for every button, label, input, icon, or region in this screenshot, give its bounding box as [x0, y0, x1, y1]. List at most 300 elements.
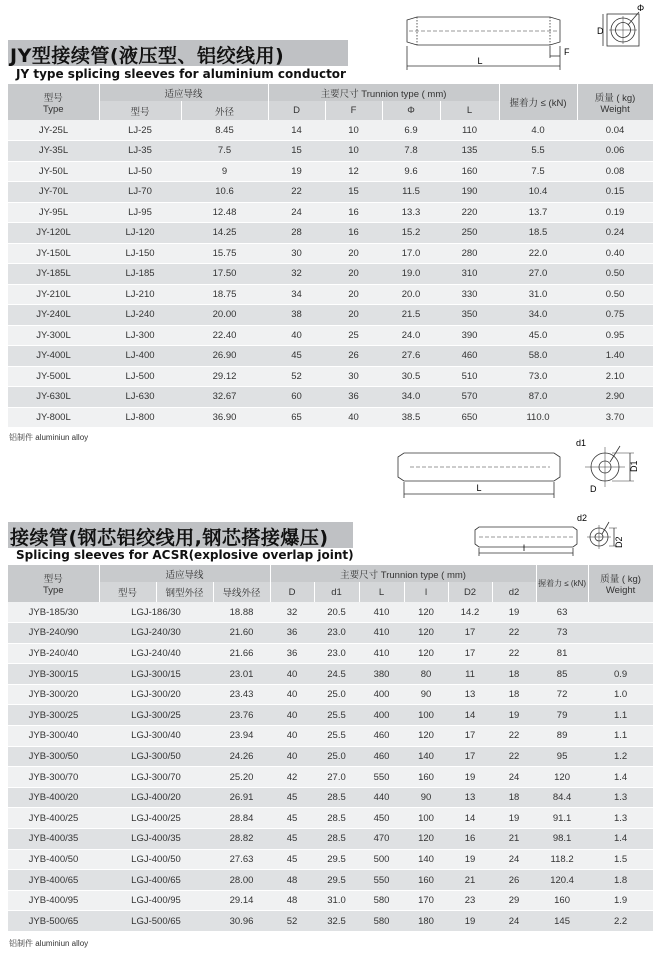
explosive-sleeve-drawing	[465, 510, 661, 560]
table-cell: 24.26	[213, 746, 270, 767]
table-cell: 9	[181, 161, 268, 182]
table-cell: 52	[270, 911, 314, 932]
table-cell: 25.5	[314, 726, 359, 747]
table-cell: 48	[270, 870, 314, 891]
jyb-spec-table	[8, 565, 654, 932]
table-cell: 24	[492, 849, 536, 870]
table-cell: 42	[270, 767, 314, 788]
table-cell: 20	[325, 305, 382, 326]
table-cell: 14	[448, 705, 492, 726]
table-cell: JY-50L	[8, 161, 99, 182]
header2-conductor-od: 导线外径	[213, 582, 270, 602]
table-cell: 91.1	[536, 808, 588, 829]
table-cell: 580	[359, 911, 404, 932]
table-cell: JYB-400/20	[8, 787, 99, 808]
table-cell: JYB-400/25	[8, 808, 99, 829]
table-cell: 29.5	[314, 870, 359, 891]
table-cell: JYB-400/50	[8, 849, 99, 870]
table-cell: 410	[359, 602, 404, 623]
table-cell: 160	[404, 870, 448, 891]
table-cell: 460	[440, 346, 499, 367]
table-cell: 21	[448, 870, 492, 891]
table-cell: JYB-500/65	[8, 911, 99, 932]
table-cell: 12.48	[181, 202, 268, 223]
table-cell: 550	[359, 870, 404, 891]
table-cell: 24	[492, 767, 536, 788]
table-row	[8, 366, 653, 387]
table-cell: 23.94	[213, 726, 270, 747]
table-cell: 14	[268, 120, 325, 141]
table-cell: 24.5	[314, 664, 359, 685]
table-cell: 310	[440, 264, 499, 285]
table-cell: 1.1	[588, 726, 653, 747]
table-cell: 17.50	[181, 264, 268, 285]
table-cell: 27.0	[499, 264, 577, 285]
table-cell: 36.90	[181, 407, 268, 428]
table-cell: 440	[359, 787, 404, 808]
table-cell: 23.76	[213, 705, 270, 726]
table-row	[8, 243, 653, 264]
table-cell: 120.4	[536, 870, 588, 891]
table-cell: 2.90	[577, 387, 653, 408]
table-row	[8, 346, 653, 367]
table-cell: 19.0	[382, 264, 440, 285]
drawing-f-label: F	[564, 47, 570, 57]
table-cell: 15.75	[181, 243, 268, 264]
table-cell: 145	[536, 911, 588, 932]
table-row	[8, 602, 653, 623]
table-cell: 0.08	[577, 161, 653, 182]
table-row	[8, 643, 653, 664]
drawing-mid-d-label: D	[590, 484, 597, 494]
table-cell: 160	[536, 890, 588, 911]
table-cell: 550	[359, 767, 404, 788]
table-row	[8, 705, 653, 726]
header2-d1: d1	[314, 582, 359, 602]
table-cell: 4.0	[499, 120, 577, 141]
table-cell: 23.0	[314, 643, 359, 664]
table-cell: 31.0	[499, 284, 577, 305]
table-cell: 1.3	[588, 787, 653, 808]
table-cell: 110	[440, 120, 499, 141]
table-cell: 21.60	[213, 623, 270, 644]
table-row	[8, 746, 653, 767]
table-cell: 23.43	[213, 684, 270, 705]
jy-spec-table	[8, 84, 654, 428]
table-row	[8, 305, 653, 326]
table-cell: JY-300L	[8, 325, 99, 346]
table-row	[8, 623, 653, 644]
table-cell: 32.67	[181, 387, 268, 408]
section1-title-cn: JY型接续管(液压型、铝绞线用)	[10, 45, 285, 67]
table-cell: LJ-95	[99, 202, 181, 223]
table-cell: LGJ-240/30	[99, 623, 213, 644]
table-cell: 36	[325, 387, 382, 408]
table-cell: 73.0	[499, 366, 577, 387]
table-cell: 28.5	[314, 829, 359, 850]
acsr-sleeve-drawing	[380, 432, 650, 507]
table-cell: 89	[536, 726, 588, 747]
table-cell: JY-240L	[8, 305, 99, 326]
table-cell: 79	[536, 705, 588, 726]
table-cell: 31.0	[314, 890, 359, 911]
header2-steel-od: 钢型外径	[156, 582, 213, 602]
table-cell: 40	[270, 726, 314, 747]
table-cell: 18.75	[181, 284, 268, 305]
table-cell: 30	[268, 243, 325, 264]
table-cell: 27.0	[314, 767, 359, 788]
table-cell: LGJ-300/25	[99, 705, 213, 726]
table-cell: 29.14	[213, 890, 270, 911]
header-phi: Φ	[382, 101, 440, 120]
table-cell: 38	[268, 305, 325, 326]
table-cell: 19	[492, 602, 536, 623]
table-cell: 120	[404, 623, 448, 644]
table-cell: 28.5	[314, 808, 359, 829]
table-cell: LGJ-300/20	[99, 684, 213, 705]
table-cell: 8.45	[181, 120, 268, 141]
table-row	[8, 223, 653, 244]
table-row	[8, 849, 653, 870]
table-cell: 3.70	[577, 407, 653, 428]
table-cell: 650	[440, 407, 499, 428]
table-cell: 20.0	[382, 284, 440, 305]
table-cell: 190	[440, 182, 499, 203]
table-cell: 14.25	[181, 223, 268, 244]
table-row	[8, 120, 653, 141]
table-cell: 220	[440, 202, 499, 223]
table-cell: 380	[359, 664, 404, 685]
table-cell	[588, 643, 653, 664]
table-cell: 410	[359, 623, 404, 644]
table-row	[8, 325, 653, 346]
table-cell: 95	[536, 746, 588, 767]
table-cell: 1.3	[588, 808, 653, 829]
table-cell: 30	[325, 366, 382, 387]
header-f: F	[325, 101, 382, 120]
header-l: L	[440, 101, 499, 120]
table-cell: 81	[536, 643, 588, 664]
table-cell: JYB-400/65	[8, 870, 99, 891]
table-cell: LJ-500	[99, 366, 181, 387]
table-cell: 85	[536, 664, 588, 685]
header-type: 型号 Type	[8, 84, 99, 120]
table-cell: 19	[448, 911, 492, 932]
table-cell: JY-800L	[8, 407, 99, 428]
table-cell: 22	[268, 182, 325, 203]
table-cell: JYB-300/40	[8, 726, 99, 747]
table-cell: JYB-240/90	[8, 623, 99, 644]
table-cell: 350	[440, 305, 499, 326]
table-row	[8, 284, 653, 305]
drawing-d2-label: d2	[577, 513, 588, 523]
table-row	[8, 664, 653, 685]
table-cell: JY-400L	[8, 346, 99, 367]
table-cell: 18.5	[499, 223, 577, 244]
table-cell: 1.8	[588, 870, 653, 891]
table-cell: 20	[325, 264, 382, 285]
table-cell: 45	[270, 849, 314, 870]
header2-l-lower: l	[404, 582, 448, 602]
table-cell: 0.06	[577, 141, 653, 162]
table-cell: 28.00	[213, 870, 270, 891]
table-cell: 12	[325, 161, 382, 182]
table-cell: 30.5	[382, 366, 440, 387]
table-cell: 24	[268, 202, 325, 223]
table-cell: 10.6	[181, 182, 268, 203]
table-cell: LGJ-400/35	[99, 829, 213, 850]
table-cell: 40	[270, 705, 314, 726]
table-cell: 45	[270, 808, 314, 829]
header2-conductor: 适应导线	[99, 565, 270, 582]
table-cell	[588, 602, 653, 623]
table-cell: 26.91	[213, 787, 270, 808]
table-cell: JYB-300/25	[8, 705, 99, 726]
table-cell: 45	[268, 346, 325, 367]
table-row	[8, 787, 653, 808]
table-cell: LJ-400	[99, 346, 181, 367]
header-d: D	[268, 101, 325, 120]
table-cell: JYB-300/20	[8, 684, 99, 705]
table-cell: 45.0	[499, 325, 577, 346]
table-cell: 0.75	[577, 305, 653, 326]
table-cell: 40	[325, 407, 382, 428]
table-cell: 32.5	[314, 911, 359, 932]
table-cell: 20.00	[181, 305, 268, 326]
table-cell: 0.40	[577, 243, 653, 264]
table-cell: 29.5	[314, 849, 359, 870]
table-cell: LGJ-400/65	[99, 870, 213, 891]
header2-grip: 握着力 ≤ (kN)	[536, 565, 588, 602]
table-cell: 400	[359, 684, 404, 705]
table-cell: JYB-185/30	[8, 602, 99, 623]
table-cell: LGJ-300/40	[99, 726, 213, 747]
table-cell: 20	[325, 243, 382, 264]
table-cell: LGJ-400/25	[99, 808, 213, 829]
table-cell: 19	[448, 849, 492, 870]
table-row	[8, 767, 653, 788]
table-cell: LGJ-400/95	[99, 890, 213, 911]
table-cell: 510	[440, 366, 499, 387]
table-row	[8, 407, 653, 428]
header2-weight: 质量 ( kg) Weight	[588, 565, 653, 602]
table-cell: 0.15	[577, 182, 653, 203]
table-cell: 24	[492, 911, 536, 932]
table-cell: 120	[404, 829, 448, 850]
table-cell: LJ-150	[99, 243, 181, 264]
table-cell: 34.0	[499, 305, 577, 326]
table-cell: 19	[492, 705, 536, 726]
table-cell: 25.5	[314, 705, 359, 726]
table-cell: JYB-400/35	[8, 829, 99, 850]
table-cell: 28	[268, 223, 325, 244]
table-cell: 23.01	[213, 664, 270, 685]
table-cell: JYB-240/40	[8, 643, 99, 664]
section1-title-en: JY type splicing sleeves for aluminium conductor	[16, 67, 346, 81]
table-cell: LGJ-300/50	[99, 746, 213, 767]
table-cell: 16	[448, 829, 492, 850]
table-cell: LJ-35	[99, 141, 181, 162]
table-cell: JY-150L	[8, 243, 99, 264]
table-cell: JY-35L	[8, 141, 99, 162]
table-cell: 17	[448, 643, 492, 664]
header-conductor-od: 外径	[181, 101, 268, 120]
table-cell: 34.0	[382, 387, 440, 408]
table-cell: 23.0	[314, 623, 359, 644]
table-cell: 52	[268, 366, 325, 387]
table-cell: 6.9	[382, 120, 440, 141]
section2-title-cn: 接续管(钢芯铝绞线用,钢芯搭接爆压)	[10, 527, 329, 549]
table-cell: 7.5	[181, 141, 268, 162]
table-cell: 60	[268, 387, 325, 408]
table-cell: JY-120L	[8, 223, 99, 244]
table-cell: JYB-300/70	[8, 767, 99, 788]
table-cell: 21.5	[382, 305, 440, 326]
table-cell: LGJ-240/40	[99, 643, 213, 664]
table-cell: 120	[404, 602, 448, 623]
table-cell: 21.66	[213, 643, 270, 664]
jy-sleeve-drawing	[395, 2, 661, 74]
table-cell: LJ-70	[99, 182, 181, 203]
table-cell: 36	[270, 643, 314, 664]
table-cell: 32	[270, 602, 314, 623]
table-cell: 17	[448, 726, 492, 747]
table-cell: 140	[404, 746, 448, 767]
table-cell: 38.5	[382, 407, 440, 428]
table-cell: 25.0	[314, 684, 359, 705]
table-cell: 18	[492, 684, 536, 705]
table-cell: LJ-800	[99, 407, 181, 428]
table-cell: 36	[270, 623, 314, 644]
drawing-l-lower-label: l	[523, 543, 525, 553]
table-cell: 22	[492, 623, 536, 644]
header-grip: 握着力 ≤ (kN)	[499, 84, 577, 120]
table-cell: 90	[404, 684, 448, 705]
table-cell: 73	[536, 623, 588, 644]
table-cell: 22.0	[499, 243, 577, 264]
table-cell: 450	[359, 808, 404, 829]
table-cell: 160	[440, 161, 499, 182]
table-cell: LGJ-400/50	[99, 849, 213, 870]
drawing-mid-l-label: L	[476, 483, 482, 493]
table-cell: 58.0	[499, 346, 577, 367]
table-cell: 135	[440, 141, 499, 162]
table-cell: LJ-240	[99, 305, 181, 326]
table-row	[8, 808, 653, 829]
table-cell: 22	[492, 726, 536, 747]
table-cell: 48	[270, 890, 314, 911]
table-cell: LJ-120	[99, 223, 181, 244]
table-cell: 1.40	[577, 346, 653, 367]
table-cell: 63	[536, 602, 588, 623]
table-cell: JY-25L	[8, 120, 99, 141]
header-conductor-model: 型号	[99, 101, 181, 120]
header2-d: D	[270, 582, 314, 602]
header-weight: 质量 ( kg) Weight	[577, 84, 653, 120]
table-cell: LGJ-300/15	[99, 664, 213, 685]
table-cell: 1.9	[588, 890, 653, 911]
table-cell: 580	[359, 890, 404, 911]
table-cell: 90	[404, 787, 448, 808]
table-cell: 28.84	[213, 808, 270, 829]
table-cell: 26	[492, 870, 536, 891]
header-dimensions: 主要尺寸 Trunnion type ( mm)	[268, 84, 499, 101]
table-cell: 13.3	[382, 202, 440, 223]
table-cell: 2.2	[588, 911, 653, 932]
table-cell: LGJ-186/30	[99, 602, 213, 623]
table-cell: 19	[448, 767, 492, 788]
table-cell: 25	[325, 325, 382, 346]
table-cell	[588, 623, 653, 644]
table-cell: 460	[359, 746, 404, 767]
drawing-d1-label: d1	[576, 438, 587, 448]
table-cell: LJ-25	[99, 120, 181, 141]
section2-title-en: Splicing sleeves for ACSR(explosive overlap joint)	[16, 548, 354, 562]
table-row	[8, 202, 653, 223]
table-cell: 18	[492, 787, 536, 808]
table-cell: JY-70L	[8, 182, 99, 203]
table-cell: JYB-300/50	[8, 746, 99, 767]
table-cell: 11.5	[382, 182, 440, 203]
table-cell: 120	[404, 726, 448, 747]
table-cell: 40	[268, 325, 325, 346]
table-cell: 470	[359, 829, 404, 850]
table-cell: 13	[448, 684, 492, 705]
table-cell: 19	[268, 161, 325, 182]
table-cell: 23	[448, 890, 492, 911]
table-cell: 7.5	[499, 161, 577, 182]
table-cell: 390	[440, 325, 499, 346]
table-cell: 22.40	[181, 325, 268, 346]
table-cell: LJ-210	[99, 284, 181, 305]
table-cell: LJ-630	[99, 387, 181, 408]
table-row	[8, 684, 653, 705]
table-row	[8, 829, 653, 850]
table-cell: LJ-300	[99, 325, 181, 346]
table-cell: 10	[325, 120, 382, 141]
table-cell: 120	[536, 767, 588, 788]
table-cell: 100	[404, 705, 448, 726]
table-cell: 20.5	[314, 602, 359, 623]
table-cell: 40	[270, 664, 314, 685]
table-cell: JYB-400/95	[8, 890, 99, 911]
table-cell: 400	[359, 705, 404, 726]
table-cell: 250	[440, 223, 499, 244]
table-cell: 9.6	[382, 161, 440, 182]
table-cell: 330	[440, 284, 499, 305]
table-cell: 0.50	[577, 264, 653, 285]
section1-note: 铝制件 aluminiun alloy	[9, 433, 89, 442]
table-cell: 15	[325, 182, 382, 203]
table-cell: 0.9	[588, 664, 653, 685]
drawing-d-label: D	[597, 26, 604, 36]
table-cell: 28.82	[213, 829, 270, 850]
drawing-d2-upper-label: D2	[614, 536, 624, 548]
table-cell: 65	[268, 407, 325, 428]
table-cell: 26	[325, 346, 382, 367]
table-cell: 500	[359, 849, 404, 870]
table-cell: JY-630L	[8, 387, 99, 408]
table-cell: 30.96	[213, 911, 270, 932]
table-cell: 17	[448, 623, 492, 644]
table-row	[8, 911, 653, 932]
table-cell: 45	[270, 787, 314, 808]
table-cell: 170	[404, 890, 448, 911]
drawing-l-label: L	[477, 56, 483, 66]
table-row	[8, 161, 653, 182]
table-cell: 160	[404, 767, 448, 788]
table-row	[8, 182, 653, 203]
